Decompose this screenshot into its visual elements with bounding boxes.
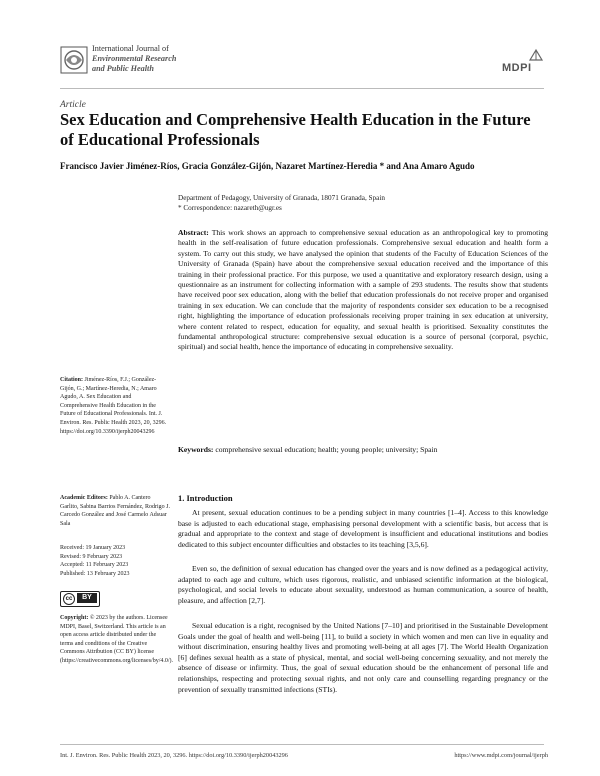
journal-name-line1: International Journal of (92, 44, 169, 53)
footer-divider (60, 744, 544, 745)
intro-paragraph-2: Even so, the definition of sexual education has changed over the years and is now defined as a pedagogical activity, adapted to each age and culture, which uses rigorous, realistic, and unbiased scientific information at the biological, psychological, and social levels to educate about sexuality, understood as human communication, a source of health, pleasure, and affection [2,7]. (178, 564, 548, 605)
editors-text: Pablo A. Cantero Garlito, Sabina Barrios Fernández, Rodrigo J. Carcedo González and José Carmelo Adsuar Sala (60, 495, 170, 527)
keywords (178, 445, 548, 455)
received-date: Received: 19 January 2023 (60, 545, 126, 551)
footer-journal-link[interactable]: https://www.mdpi.com/journal/ijerph (454, 752, 548, 759)
cc-by-license-badge[interactable] (60, 591, 100, 607)
editors-block (60, 494, 170, 528)
cc-icon: cc (63, 593, 75, 605)
affiliation-department: Department of Pedagogy, University of Granada, 18071 Granada, Spain (178, 194, 385, 202)
abstract-text: This work shows an approach to comprehensive sexual education as an anthropological key to promoting health in the self-realisation of future education professionals. Comprehensive sexual education and health form a system. To carry out this study, we have analysed the opinion that students of the Faculty of Education Sciences of the University of Granada (Spain) have about the comprehensive sexual education received and the importance of this training in their professional practice. For this purpose, we used a quantitative and exploratory research design, using a questionnaire as an instrument for collecting information with a sample of 293 students. The results show that students have received poor sex education, along with the belief that education professionals do not receive proper and organised training in sex education. We can conclude that the majority of respondents consider sex education to be a recognised right, highlighting the importance of education professionals receiving proper training in sex education at university, where content related to respect, education for equality, and sexual health is prioritised. Sexuality constitutes the fundamental anthropological structure: comprehensive sexual education is a source of personal (corporal, psychic, spiritual) and social health, hence the importance of educating in comprehensive sexuality. (178, 228, 548, 352)
citation-label: Citation: (60, 377, 83, 383)
copyright-block (60, 614, 174, 666)
page-title: Sex Education and Comprehensive Health Education in the Future of Educational Professionals (60, 110, 531, 149)
publisher-name: MDPI (502, 62, 532, 74)
copyright-text: © 2023 by the authors. Licensee MDPI, Basel, Switzerland. This article is an open access article distributed under the terms and conditions of the Creative Commons Attribution (CC BY) license (https://creativecommons.org/licenses/by/4.0/). (60, 615, 174, 664)
abstract-label: Abstract: (178, 228, 209, 237)
journal-name (92, 44, 202, 74)
article-type: Article (60, 100, 86, 110)
journal-logo (60, 44, 180, 78)
footer-citation: Int. J. Environ. Res. Public Health 2023, 20, 3296. https://doi.org/10.3390/ijerph20043296 (60, 752, 288, 759)
accepted-date: Accepted: 11 February 2023 (60, 562, 129, 569)
copyright-label: Copyright: (60, 615, 89, 621)
mdpi-emblem-icon (502, 48, 548, 62)
citation-block (60, 376, 170, 436)
abstract (178, 228, 548, 353)
revised-date: Revised: 9 February 2023 (60, 553, 123, 560)
keywords-label: Keywords: (178, 445, 214, 454)
header-divider (60, 88, 544, 89)
keywords-text: comprehensive sexual education; health; young people; university; Spain (215, 445, 438, 454)
by-icon: BY (77, 593, 97, 603)
intro-paragraph-3: Sexual education is a right, recognised by the United Nations [7–10] and prioritised in the Sustainable Development Goals under the goal of health and well-being [11], to build a society in which women and men can live in equality and without discrimination, ensuring healthy lives and promoting well-being at all ages [7]. The World Health Organization [6] defines sexual health as a state of physical, mental, and social well-being concerning sexuality, and not merely the absence of disease or infirmity. Thus, the goal of sexual education should be the enhancement of personal life and relationships, respecting and protecting sexual rights, and not only care and counselling regarding pregnancy or the prevention of sexually transmitted infections (STIs). (178, 621, 548, 694)
journal-emblem-icon (60, 46, 88, 74)
journal-name-line2: Environmental Research (92, 54, 177, 63)
intro-paragraph-1: At present, sexual education continues to be a pending subject in many countries [1–4]. Access to this knowledge base is adjusted to each educational stage, emphasising personal development with a scientific basis, but access that is gradual and appropriate to the context and stage of development is insufficient and educational institutions and bodies dedicated to this subject encounter difficulties and obstacles to its teaching [3,5,6]. (178, 508, 548, 549)
citation-text[interactable]: Jiménez-Ríos, F.J.; González-Gijón, G.; Martínez-Heredia, N.; Amaro Agudo, A. Sex Education and Comprehensive Health Education in the Future of Educational Professionals. Int. J. Environ. Res. Public Health 2023, 20, 3296. https://doi.org/10.3390/ijerph20043296 (60, 377, 167, 435)
published-date: Published: 13 February 2023 (60, 570, 130, 577)
dates-block (60, 544, 170, 578)
journal-name-line3: and Public Health (92, 64, 154, 73)
affiliation (178, 193, 548, 213)
editors-label: Academic Editors: (60, 495, 108, 501)
affiliation-correspondence: * Correspondence: nazareth@ugr.es (178, 204, 282, 212)
section-heading-introduction: 1. Introduction (178, 493, 233, 503)
publisher-logo (502, 48, 548, 82)
author-list: Francisco Javier Jiménez-Ríos, Gracia González-Gijón, Nazaret Martínez-Heredia * and Ana Amaro Agudo (60, 161, 475, 171)
